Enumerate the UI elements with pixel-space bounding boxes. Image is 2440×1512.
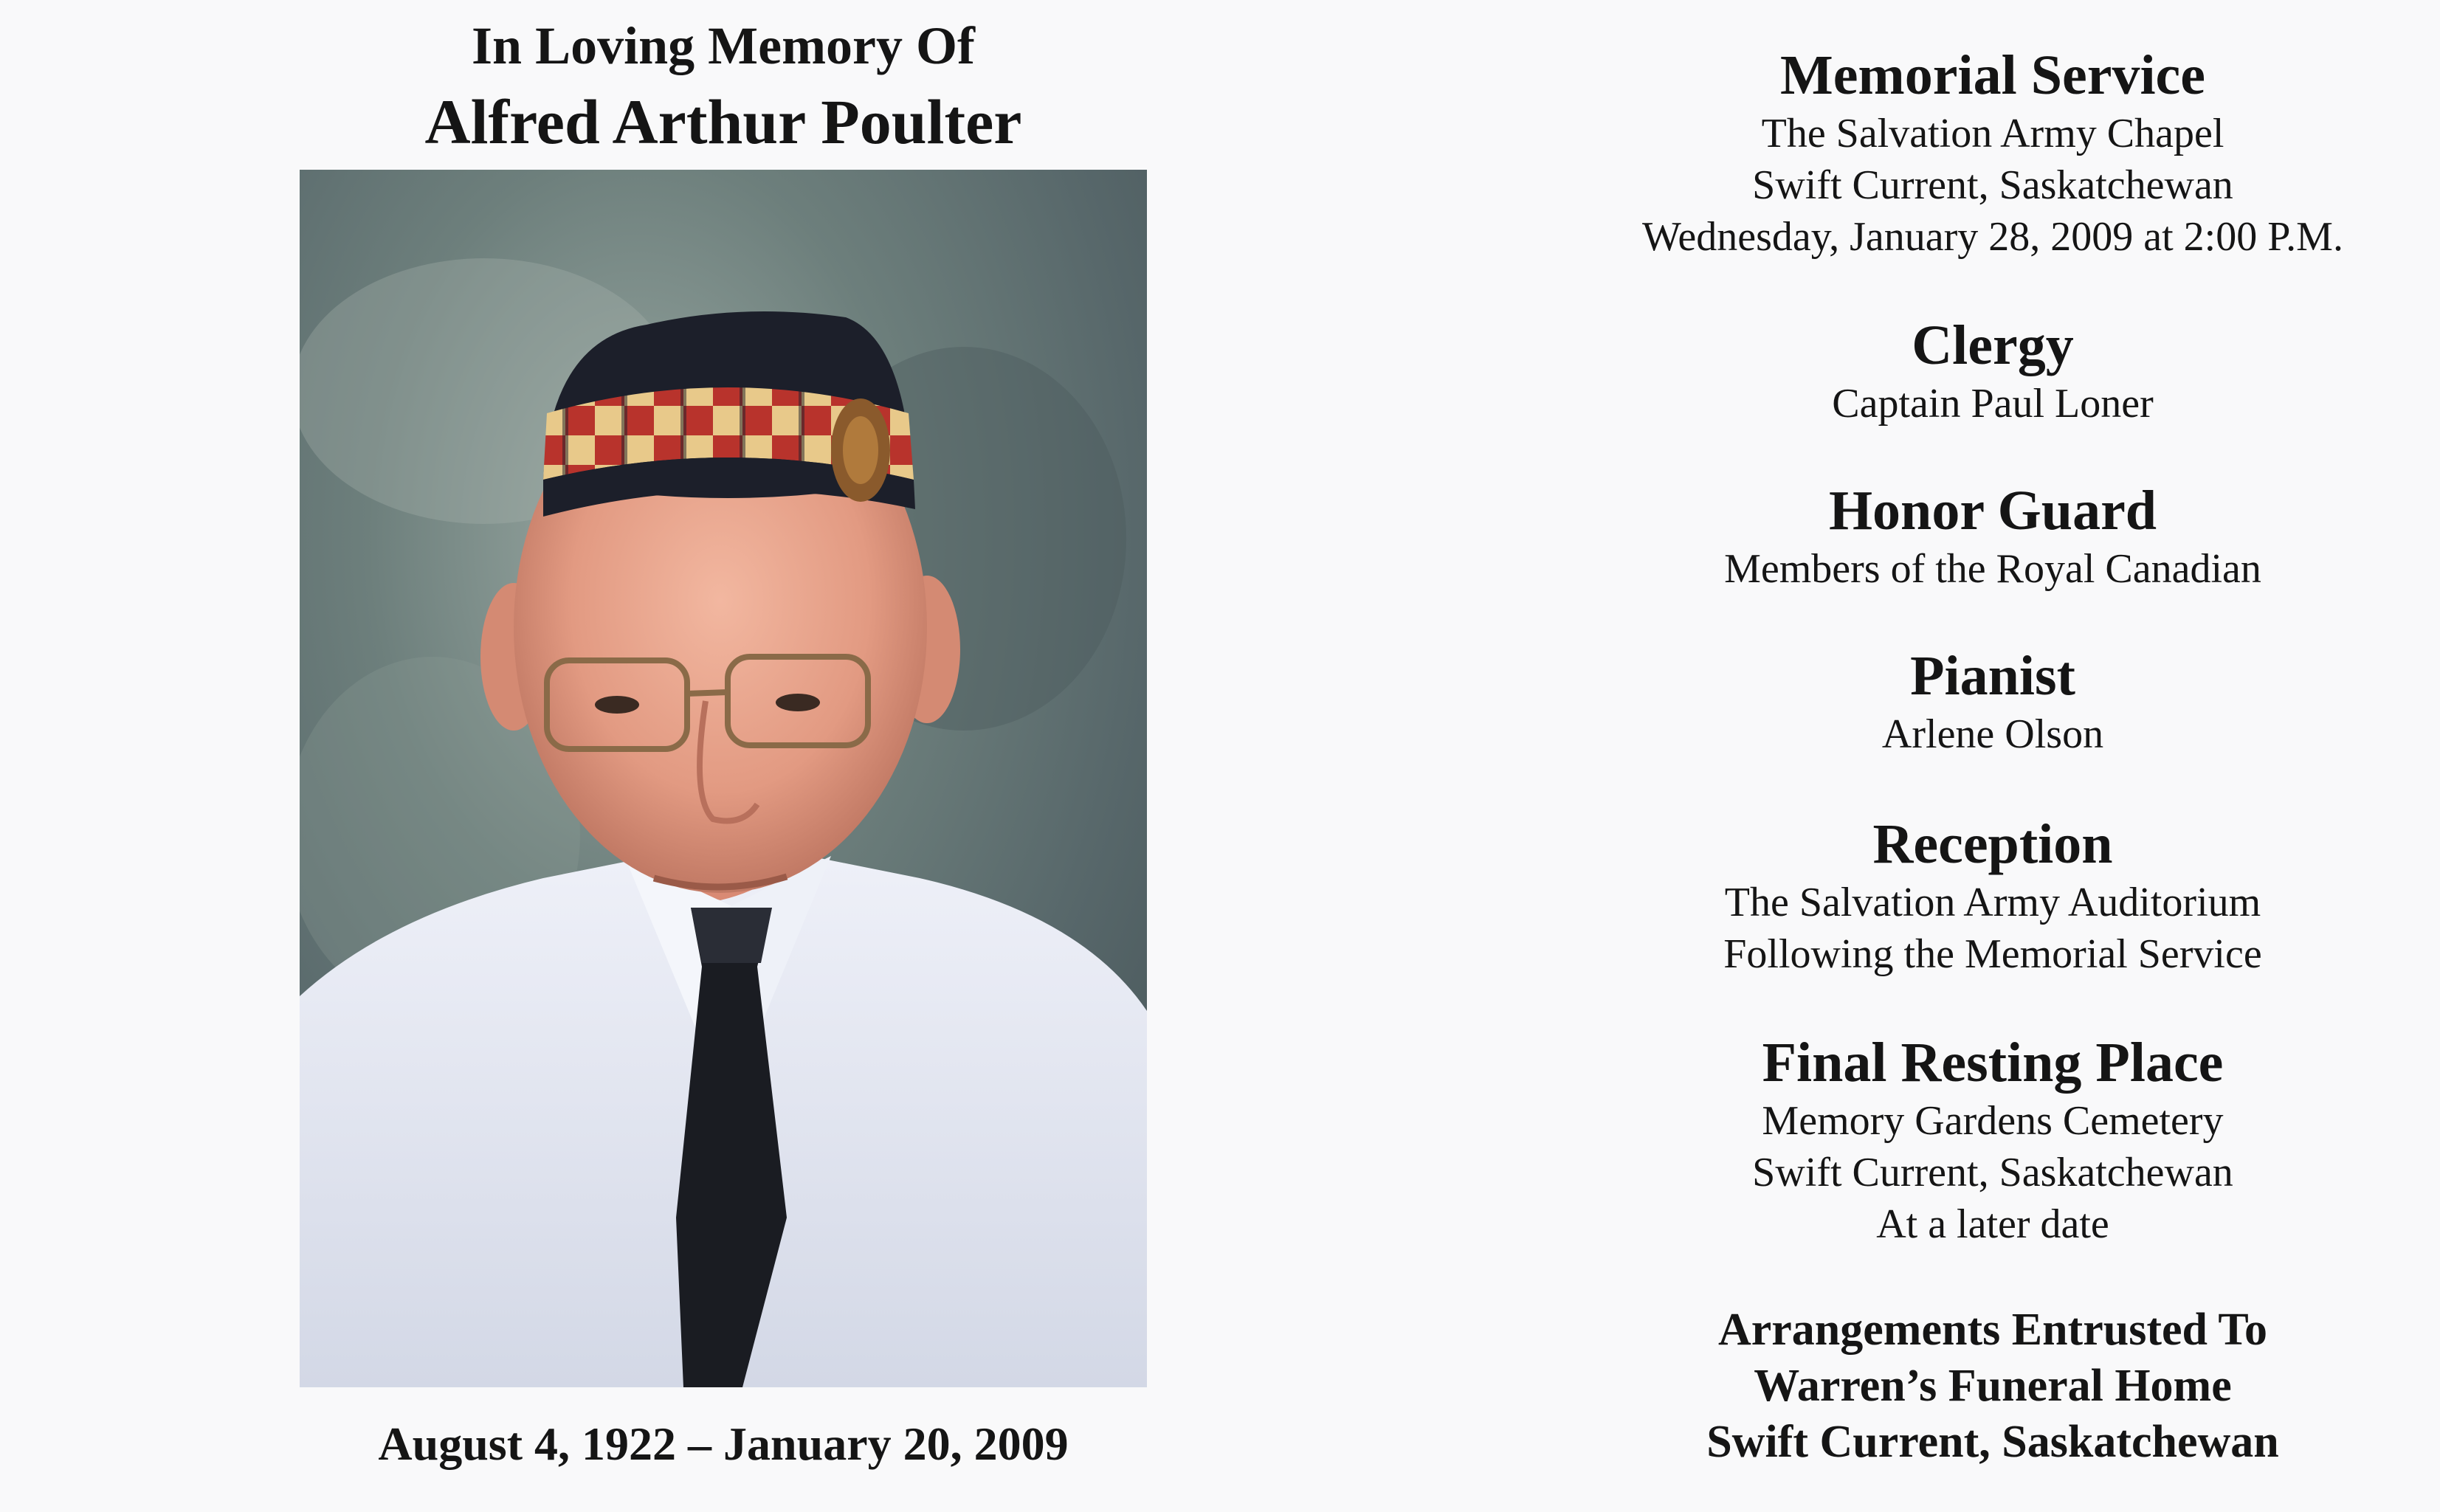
honor-guard-section <box>1550 478 2436 595</box>
clergy-section <box>1550 313 2436 429</box>
arrangements-line: Arrangements Entrusted To <box>1717 1305 2268 1355</box>
reception-section <box>1550 812 2436 980</box>
section-line: Wednesday, January 28, 2009 at 2:00 P.M. <box>1642 214 2343 260</box>
section-line: Captain Paul Loner <box>1832 381 2154 427</box>
section-line: The Salvation Army Chapel <box>1761 111 2224 156</box>
section-title: Honor Guard <box>1828 480 2157 542</box>
deceased-name: Alfred Arthur Poulter <box>424 86 1022 157</box>
section-line: Following the Memorial Service <box>1723 931 2262 977</box>
section-title: Pianist <box>1910 645 2075 707</box>
portrait-photo <box>300 170 1147 1387</box>
final-resting-place-section <box>1550 1030 2436 1250</box>
pianist-section <box>1550 643 2436 760</box>
section-line: Arlene Olson <box>1881 711 2104 757</box>
service-details-panel <box>1550 0 2436 1512</box>
life-dates: August 4, 1922 – January 20, 2009 <box>378 1418 1069 1470</box>
arrangements-section <box>1550 1302 2436 1470</box>
section-title: Memorial Service <box>1779 44 2206 106</box>
section-line: The Salvation Army Auditorium <box>1724 880 2261 925</box>
section-line: At a later date <box>1876 1201 2109 1247</box>
section-line: Memory Gardens Cemetery <box>1762 1098 2224 1144</box>
section-line: Members of the Royal Canadian <box>1724 546 2261 592</box>
section-line: Swift Current, Saskatchewan <box>1752 162 2233 208</box>
in-loving-memory-heading: In Loving Memory Of <box>472 16 975 75</box>
arrangements-line: Swift Current, Saskatchewan <box>1706 1417 2279 1467</box>
section-title: Clergy <box>1912 314 2074 376</box>
memorial-service-section <box>1550 43 2436 263</box>
section-title: Final Resting Place <box>1762 1032 2224 1094</box>
section-title: Reception <box>1872 813 2113 875</box>
arrangements-line: Warren’s Funeral Home <box>1754 1361 2232 1411</box>
section-line: Swift Current, Saskatchewan <box>1752 1150 2233 1195</box>
